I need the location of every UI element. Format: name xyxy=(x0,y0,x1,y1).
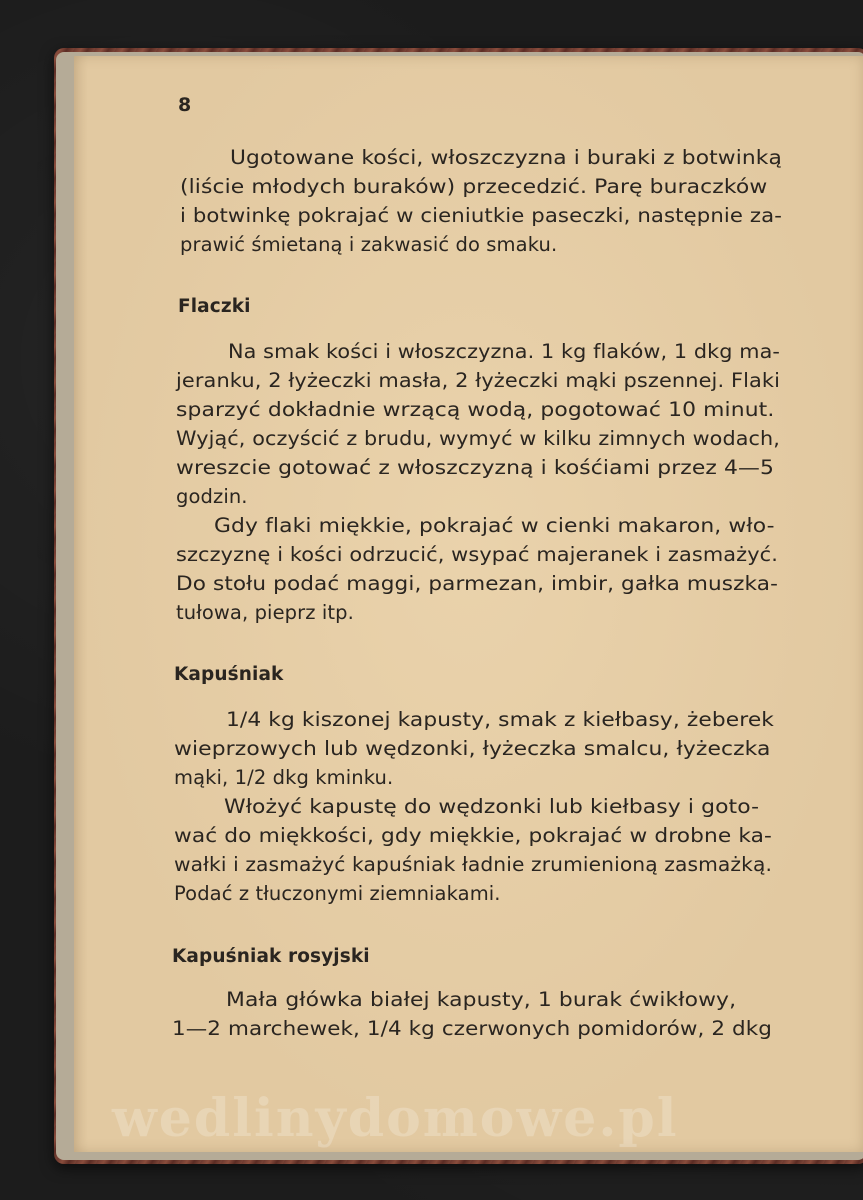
flaczki-line-2: jeranku, 2 łyżeczki masła, 2 łyżeczki mąki pszennej. Flaki xyxy=(176,369,780,392)
intro-line-4: prawić śmietaną i zakwasić do smaku. xyxy=(180,233,558,256)
flaczki-line-4: Wyjąć, oczyścić z brudu, wymyć w kilku zimnych wodach, xyxy=(176,427,780,450)
kapusniak-line-6: wałki i zasmażyć kapuśniak ładnie zrumienioną zasmażką. xyxy=(174,853,772,876)
kapusniak-rosyjski-line-1: Mała główka białej kapusty, 1 burak ćwikłowy, xyxy=(226,988,737,1011)
flaczki-line-5: wreszcie gotować z włoszczyzną i kośćiami przez 4—5 xyxy=(176,456,775,479)
recipe-title-kapusniak: Kapuśniak xyxy=(174,664,284,685)
flaczki-line-7: Gdy flaki miękkie, pokrajać w cienki makaron, wło- xyxy=(214,514,775,537)
intro-line-3: i botwinkę pokrajać w cieniutkie paseczki, następnie za- xyxy=(180,204,782,227)
flaczki-line-3: sparzyć dokładnie wrzącą wodą, pogotować 10 minut. xyxy=(176,398,775,421)
book-page xyxy=(74,56,863,1152)
kapusniak-line-7: Podać z tłuczonymi ziemniakami. xyxy=(174,882,501,905)
flaczki-line-1: Na smak kości i włoszczyzna. 1 kg flaków, 1 dkg ma- xyxy=(228,340,780,363)
flaczki-line-6: godzin. xyxy=(176,485,248,508)
flaczki-line-10: tułowa, pieprz itp. xyxy=(176,601,354,624)
recipe-title-kapusniak-rosyjski: Kapuśniak rosyjski xyxy=(172,946,370,967)
flaczki-line-9: Do stołu podać maggi, parmezan, imbir, gałka muszka- xyxy=(176,572,778,595)
intro-line-1: Ugotowane kości, włoszczyzna i buraki z botwinką xyxy=(230,146,782,169)
page-number: 8 xyxy=(178,94,192,116)
watermark-text: wedlinydomowe.pl xyxy=(112,1088,679,1149)
kapusniak-line-4: Włożyć kapustę do wędzonki lub kiełbasy i goto- xyxy=(224,795,760,818)
kapusniak-line-2: wieprzowych lub wędzonki, łyżeczka smalcu, łyżeczka xyxy=(174,737,771,760)
kapusniak-line-1: 1/4 kg kiszonej kapusty, smak z kiełbasy, żeberek xyxy=(226,708,774,731)
kapusniak-line-5: wać do miękkości, gdy miękkie, pokrajać w drobne ka- xyxy=(174,824,772,847)
intro-line-2: (liście młodych buraków) przecedzić. Parę buraczków xyxy=(180,175,768,198)
flaczki-line-8: szczyznę i kości odrzucić, wsypać majeranek i zasmażyć. xyxy=(176,543,778,566)
recipe-title-flaczki: Flaczki xyxy=(178,296,251,317)
kapusniak-line-3: mąki, 1/2 dkg kminku. xyxy=(174,766,394,789)
kapusniak-rosyjski-line-2: 1—2 marchewek, 1/4 kg czerwonych pomidorów, 2 dkg xyxy=(172,1017,772,1040)
